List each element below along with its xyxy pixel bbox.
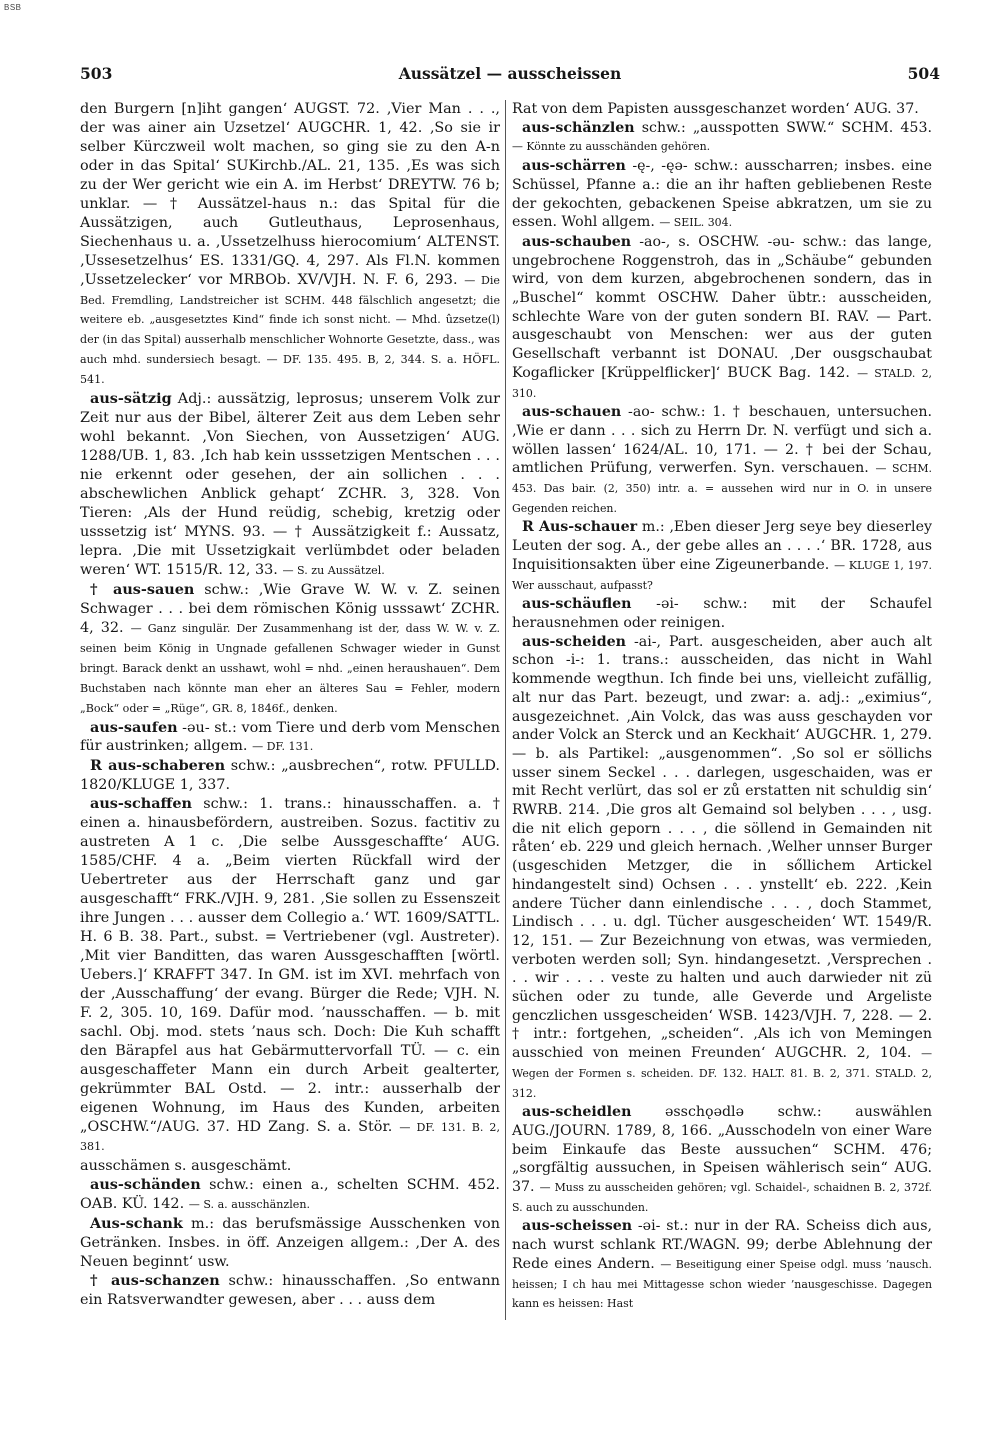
- entry-headword: aus-schärren: [522, 158, 626, 175]
- dictionary-entry: [80, 100, 500, 390]
- right-column: [512, 100, 932, 1314]
- dictionary-entry: [80, 581, 500, 719]
- entry-text: -ę-, -ęə- schw.: ausscharren; insbes. eine Schüssel, Pfanne a.: die an ihr haften gebliebenen Reste der gekochten, gebackenen Speise abkratzen, um sie zu essen. Wohl allgem.: [512, 158, 932, 231]
- library-stamp: BSB: [4, 3, 22, 12]
- entry-text: schw.: „ausbrechen“, rotw. PFULLD. 1820/KLUGE 1, 337.: [80, 758, 501, 794]
- entry-text: den Burgern [n]iht gangen‘ AUGST. 72. ‚Vier Man . . ., der was ainer ain Uzsetzel‘ AUGCHR. 1, 42. ‚So sie ir selber Kürczweil wolt machen, so ging sie zu den A-n oder in das Spital‘ SUKirchb./AL. 21, 135. ‚Es was sich zu der Wer gericht wie ein A. im Herbst‘ DREYTW. 76 b; unklar. — † Aussätzel-haus n.: das Spital für die Aussätzigen, auch Gutleuthaus, Leprosenhaus, Siechenhaus u. a. ‚Ussetzelhuss hierocomium‘ ALTENST. ‚Ussesetzelhus‘ ES. 1331/GQ. 4, 297. Als Fl.N. kommen ‚Ussetzelecker‘ vor MRBOb. XV/VJH. N. F. 6, 293.: [80, 101, 500, 288]
- entry-headword: aus-schäuflen: [522, 596, 632, 613]
- dictionary-entry: [80, 1215, 500, 1272]
- entry-note: — Die Bed. Fremdling, Landstreicher ist SCHM. 448 fälschlich angesetzt; die weitere eb. „ausgesetztes Kind“ finde ich sonst nicht. — Mhd. ûzsetze(l) der (in das Spital) ausserhalb menschlicher Wohnorte Gesetzte, dass., was auch mhd. sundersiech besagt. — DF. 135. 495. B, 2, 344. S. a. HÖFL. 541.: [80, 273, 500, 387]
- column-divider: [505, 100, 506, 1320]
- entry-headword: aus-schauen: [522, 404, 622, 421]
- dictionary-entry: [512, 595, 932, 632]
- entry-headword: aus-schaffen: [90, 795, 192, 813]
- entry-text: Adj.: aussätzig, leprosus; unserem Volk zur Zeit nur aus der Bibel, älterer Zeit aus dem Leben sehr wohl bekannt. ‚Von Siechen, von Aussetzigen‘ AUG. 1288/UB. 1, 83. ‚Ich hab kein usssetzigen Mentschen . . . nie erkennt oder gesehen, der ain sollichen . . . abschewlichen Anblick gehapt‘ ZCHR. 3, 328. Von Tieren: ‚Als der Hund reüdig, schebig, kretzig oder usssetzig ist‘ MYNS. 93. — † Aussätzigkeit f.: Aussatz, lepra. ‚Die mit Ussetzigkait verlümbdet oder beladen weren‘ WT. 1515/R. 12, 33.: [80, 391, 500, 578]
- entry-headword: aus-schänzlen: [522, 119, 635, 136]
- entry-headword: † aus-schanzen: [90, 1272, 220, 1290]
- entry-note: — SEIL. 304.: [659, 216, 733, 230]
- entry-text: -ao- schw.: 1. † beschauen, untersuchen. ‚Wie er dann . . . sich zu Herrn Dr. N. verfügt und sich a. wöllen lassen‘ 1624/AL. 10, 171. — 2. † bei der Schau, amtlichen Prüfung, verwerfen. Syn. verschauen.: [512, 404, 933, 477]
- entry-text: -ai-, Part. ausgescheiden, aber auch alt schon -i-: 1. trans.: ausscheiden, das nicht in Wahl kommende wegthun. Ich finde bei uns, vielleicht zufällig, alt nur das Part. bezeugt, und zwar: a. adj.: „eximius“, ausgezeichnet. ‚Ain Volck, das was auss geschayden vor ander Volck an Sterck und an Keckhait‘ AUGCHR. 1, 279. — b. als Partikel: „ausgenommen“. ‚So sol er söllichs usser sinem Seckel . . . darlegen, usgeschaiden, was er mit Recht verlürt, das sol er zů erstatten nit schuldig sin‘ RWRB. 214. ‚Die gros alt Gemaind sol belyben . . . , usg. die nit elich geporn . . . , die söllend in Gemainden nit råten‘ eb. 229 und gleich hernach. ‚Welher unnser Burger (usgeschiden Metzger, die in sőllichem Artickel hindangestelt sind) Ochsen . . . ynstellt‘ eb. 222. ‚Kein andere Tücher dann einlendische . . . , doch Stammet, Lindisch . . . u. dgl. Tücher ausgescheiden‘ WT. 1549/R. 12, 151. — Zur Bezeichnung von etwas, was vermieden, verboten werden soll; Syn. hindangesetzt. ‚Versprechen . . . wir . . . . veste zu halten und auch darwieder nit zü süchen oder zu tunde, alle Geverde und Argeliste genczlichen ussgescheiden‘ WSB. 1423/VJH. 7, 228. — 2. † intr.: fortgehen, „scheiden“. ‚Als ich von Memingen ausschied von meinen Freunden‘ AUGCHR. 2, 104.: [512, 633, 933, 1062]
- entry-text: -ao-, s. OSCHW. -əu- schw.: das lange, ungebrochene Roggenstroh, das in „Schäube“ gebunden wird, von dem kurzen, abgebrochenen sondern, das in „Buschel“ kommt OSCHW. Daher übtr.: ausscheiden, schlechte Ware von der guten sondern BI. RAV. — Part. ausgeschaubt von Menschen: wer aus der guten Gesellschaft verbannt ist DONAU. ‚Der ousgschaubat Kogaflicker [Krüppelflicker]‘ BUCK Bag. 142.: [512, 233, 932, 381]
- dictionary-entry: [512, 157, 932, 233]
- dictionary-entry: [512, 633, 932, 1104]
- dictionary-entry: [512, 119, 932, 157]
- running-title: Aussätzel — ausscheissen: [398, 64, 622, 83]
- entry-text: -əu- st.: vom Tiere und derb vom Menschen für austrinken; allgem.: [80, 719, 501, 755]
- entry-headword: R Aus-schauer: [522, 519, 638, 536]
- entry-text: schw.: einen a., schelten SCHM. 452. OAB. KÜ. 142.: [80, 1177, 500, 1213]
- entry-text: m.: das berufsmässige Ausschenken von Getränken. Insbes. in öff. Anzeigen allgem.: ‚Der A. des Neuen beginnt‘ usw.: [80, 1216, 500, 1271]
- entry-text: m.: ‚Eben dieser Jerg seye bey dieserley Leuten der sog. A., der gebe alles an . . . .‘ BR. 1728, aus Inquisitionsakten über eine Zigeunerbande.: [512, 519, 932, 573]
- entry-headword: † aus-sauen: [90, 580, 195, 598]
- entry-note: — DF. 131. B. 2, 381.: [80, 1120, 500, 1154]
- running-header: [80, 62, 940, 88]
- entry-note: — KLUGE 1, 197. Wer ausschaut, aufpasst?: [512, 558, 932, 592]
- entry-headword: aus-schänden: [90, 1176, 201, 1194]
- entry-note: — S. zu Aussätzel.: [282, 563, 385, 577]
- dictionary-entry: [512, 233, 932, 403]
- dictionary-entry: [512, 403, 932, 518]
- dictionary-entry: [512, 1217, 932, 1314]
- dictionary-entry: [80, 795, 500, 1157]
- entry-text: schw.: 1. trans.: hinausschaffen. a. † einen a. hinausbefördern, austreiben. Sozus. factitiv zu austreten A 1 c. ‚Die selbe Aussgeschaffte‘ AUG. 1585/CHF. 4 a. „Beim vierten Rückfall wird der Uebertreter aus der Herrschaft ganz und gar ausgeschafft“ FRK./VJH. 9, 281. ‚Sie sollen zu Essenszeit ihre Jungen . . . ausser dem Collegio a.‘ WT. 1609/SATTL. H. 6 B. 38. Part., subst. = Vertriebener (vgl. Austreter). ‚Mit vier Banditten, das waren Aussgeschafften [wörtl. Uebers.]‘ KRAFFT 347. In GM. ist im XVI. mehrfach von der ‚Ausschaffung‘ der evang. Bürger die Rede; VJH. N. F. 2, 305. 10, 169. Dafür mod. ’nausschaffen. — b. mit sachl. Obj. mod. stets ’naus sch. Doch: Die Kuh schafft den Bärapfel aus hat Gebärmuttervorfall TÜ. — c. ein ausgeschaffeter Mann ein durch Arbeit gealterter, gekrümmter BAL Ostd. — 2. intr.: ausserhalb der eigenen Wohnung, im Haus des Kunden, arbeiten „OSCHW.“/AUG. 37. HD Zang. S. a. Stör.: [80, 796, 500, 1135]
- dictionary-entry: [80, 1272, 500, 1310]
- page-number-right: 504: [907, 64, 940, 83]
- entry-headword: aus-scheidlen: [522, 1104, 632, 1121]
- dictionary-entry: [80, 719, 500, 758]
- entry-note: — SCHM. 453. Das bair. (2, 350) intr. a. = aussehen wird nur in O. in unsere Gegenden reichen.: [512, 462, 932, 515]
- entry-text: -əi- st.: nur in der RA. Scheiss dich aus, nach wurst schlank RT./WAGN. 99; derbe Ablehnung der Rede eines Andern.: [512, 1218, 932, 1272]
- entry-note: — Wegen der Formen s. scheiden. DF. 132. HALT. 81. B. 2, 371. STALD. 2, 312.: [512, 1047, 932, 1100]
- dictionary-entry: [80, 390, 500, 581]
- dictionary-entry: [512, 518, 932, 595]
- entry-note: — DF. 131.: [252, 740, 314, 754]
- entry-text: əsschǫədlə schw.: auswählen AUG./JOURN. 1789, 8, 166. „Ausschodeln von einer Ware beim Einkaufe das Beste aussuchen“ SCHM. 476; „sorgfältig aussuchen, in Speisen wählerisch sein“ AUG. 37.: [512, 1104, 932, 1196]
- entry-text: Rat von dem Papisten aussgeschanzet worden‘ AUG. 37.: [512, 101, 919, 117]
- entry-note: — Ganz singulär. Der Zusammenhang ist der, dass W. W. v. Z. seinen beim König in Ungnade gefallenen Schwager wieder in Gunst bringt. Barack denkt an usshawt, wohl = nhd. „einen heraushauen“. Dem Buchstaben nach könnte man eher an älteres Sau = Fehler, modern „Bock“ oder = „Rüge“, GR. 8, 1846f., denken.: [80, 621, 500, 715]
- entry-headword: aus-scheissen: [522, 1218, 633, 1235]
- dictionary-entry: [80, 757, 500, 795]
- entry-headword: aus-sätzig: [90, 390, 172, 408]
- dictionary-entry: [512, 1103, 932, 1217]
- entry-note: — STALD. 2, 310.: [512, 366, 932, 400]
- entry-headword: aus-saufen: [90, 718, 178, 736]
- entry-text: -əi- schw.: mit der Schaufel herausnehmen oder reinigen.: [512, 596, 932, 631]
- entry-note: — Beseitigung einer Speise odgl. muss ’nausch. heissen; I ch hau mei Mittagesse schon wieder ’nausgeschisse. Dagegen kann es heissen: Hast: [512, 1257, 932, 1311]
- entry-note: — Muss zu ausscheiden gehören; vgl. Schaidel-, schaidnen B. 2, 372f. S. auch zu ausschunden.: [512, 1181, 932, 1214]
- entry-text: schw.: hinausschaffen. ‚So entwann ein Ratsverwandter gewesen, aber . . . auss dem: [80, 1273, 500, 1309]
- entry-text: ausschämen s. ausgeschämt.: [80, 1158, 292, 1175]
- entry-headword: aus-schauben: [522, 233, 632, 250]
- entry-text: schw.: ‚Wie Grave W. W. v. Z. seinen Schwager . . . bei dem römischen König usssawt‘ ZCHR. 4, 32.: [80, 581, 500, 636]
- dictionary-entry: [80, 1157, 500, 1176]
- entry-text: schw.: „ausspotten SWW.“ SCHM. 453.: [641, 119, 932, 136]
- entry-headword: Aus-schank: [90, 1215, 183, 1233]
- left-column: [80, 100, 500, 1310]
- page-number-left: 503: [80, 64, 113, 83]
- dictionary-entry: [512, 100, 932, 119]
- entry-headword: aus-scheiden: [522, 633, 627, 650]
- dictionary-entry: [80, 1176, 500, 1215]
- entry-note: — Könnte zu ausschänden gehören.: [512, 140, 711, 154]
- entry-headword: R aus-schaberen: [90, 757, 226, 775]
- entry-note: — S. a. ausschänzlen.: [188, 1198, 310, 1212]
